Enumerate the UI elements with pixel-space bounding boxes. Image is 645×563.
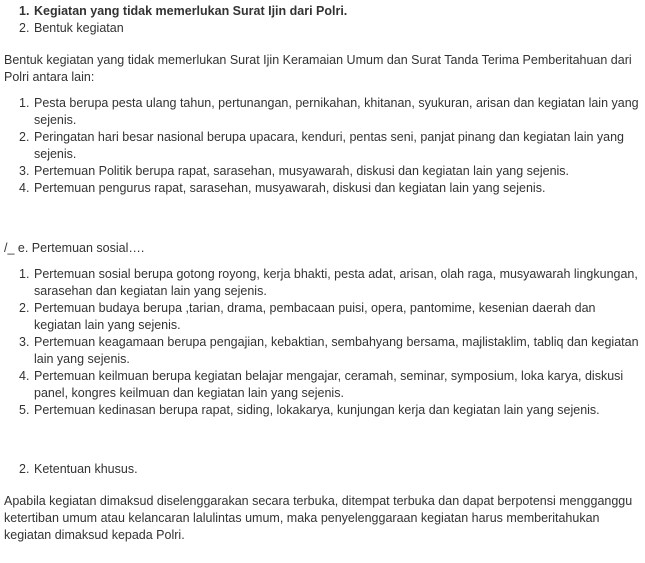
list-item-text: Pertemuan pengurus rapat, sarasehan, musyawarah, diskusi dan kegiatan lain yang sejenis. bbox=[34, 181, 546, 195]
list-item-text: Pertemuan Politik berupa rapat, sarasehan, musyawarah, diskusi dan kegiatan lain yang sejenis. bbox=[34, 164, 570, 178]
list-number: 1. bbox=[19, 4, 30, 18]
list-number: 4. bbox=[19, 181, 30, 195]
list-item-text: Kegiatan yang tidak memerlukan Surat Ijin dari Polri. bbox=[34, 4, 348, 18]
special-provisions-list bbox=[0, 461, 645, 478]
list-number: 3. bbox=[19, 164, 30, 178]
closing-paragraph: Apabila kegiatan dimaksud diselenggarakan secara terbuka, ditempat terbuka dan dapat berpotensi mengganggu ketertiban umum atau kelancaran lalulintas umum, maka penyelenggaraan kegiatan harus memberitahukan kegiatan dimaksud kepada Polri. bbox=[4, 494, 633, 542]
list-number: 2. bbox=[19, 130, 30, 144]
list-number: 3. bbox=[19, 335, 30, 349]
list-item bbox=[0, 402, 645, 419]
list-item bbox=[0, 20, 645, 37]
list-item-text: Pertemuan keilmuan berupa kegiatan belajar mengajar, ceramah, seminar, symposium, loka karya, diskusi panel, kongres keilmuan dan kegiatan lain yang sejenis. bbox=[34, 369, 624, 400]
list-item bbox=[0, 266, 645, 300]
social-meetings-list bbox=[0, 266, 645, 419]
list-number: 2. bbox=[19, 301, 30, 315]
list-item bbox=[0, 3, 645, 20]
list-number: 5. bbox=[19, 403, 30, 417]
list-item bbox=[0, 461, 645, 478]
list-item-text: Peringatan hari besar nasional berupa upacara, kenduri, pentas seni, panjat pinang dan kegiatan lain yang sejenis. bbox=[34, 130, 625, 161]
list-item bbox=[0, 129, 645, 163]
list-item-text: Pertemuan budaya berupa ,tarian, drama, pembacaan puisi, opera, pantomime, kesenian daerah dan kegiatan lain yang sejenis. bbox=[34, 301, 596, 332]
list-item-text: Ketentuan khusus. bbox=[34, 462, 138, 476]
activities-list bbox=[0, 95, 645, 197]
intro-paragraph: Bentuk kegiatan yang tidak memerlukan Surat Ijin Keramaian Umum dan Surat Tanda Terima Pemberitahuan dari Polri antara lain: bbox=[4, 53, 632, 84]
list-number: 2. bbox=[19, 21, 30, 35]
list-item-text: Bentuk kegiatan bbox=[34, 21, 124, 35]
list-item bbox=[0, 368, 645, 402]
list-number: 1. bbox=[19, 96, 30, 110]
list-item bbox=[0, 95, 645, 129]
list-item bbox=[0, 180, 645, 197]
list-item-text: Pertemuan sosial berupa gotong royong, kerja bhakti, pesta adat, arisan, olah raga, musyawarah lingkungan, sarasehan dan kegiatan lain yang sejenis. bbox=[34, 267, 638, 298]
list-item-text: Pesta berupa pesta ulang tahun, pertunangan, pernikahan, khitanan, syukuran, arisan dan kegiatan lain yang sejenis. bbox=[34, 96, 639, 127]
top-numbered-list bbox=[0, 3, 645, 37]
section-e-heading: /_ e. Pertemuan sosial…. bbox=[4, 241, 145, 255]
list-number: 1. bbox=[19, 267, 30, 281]
list-item bbox=[0, 334, 645, 368]
list-number: 2. bbox=[19, 462, 30, 476]
list-item-text: Pertemuan kedinasan berupa rapat, siding, lokakarya, kunjungan kerja dan kegiatan lain yang sejenis. bbox=[34, 403, 600, 417]
list-item-text: Pertemuan keagamaan berupa pengajian, kebaktian, sembahyang bersama, majlistaklim, tabliq dan kegiatan lain yang sejenis. bbox=[34, 335, 639, 366]
list-item bbox=[0, 163, 645, 180]
list-item bbox=[0, 300, 645, 334]
list-number: 4. bbox=[19, 369, 30, 383]
